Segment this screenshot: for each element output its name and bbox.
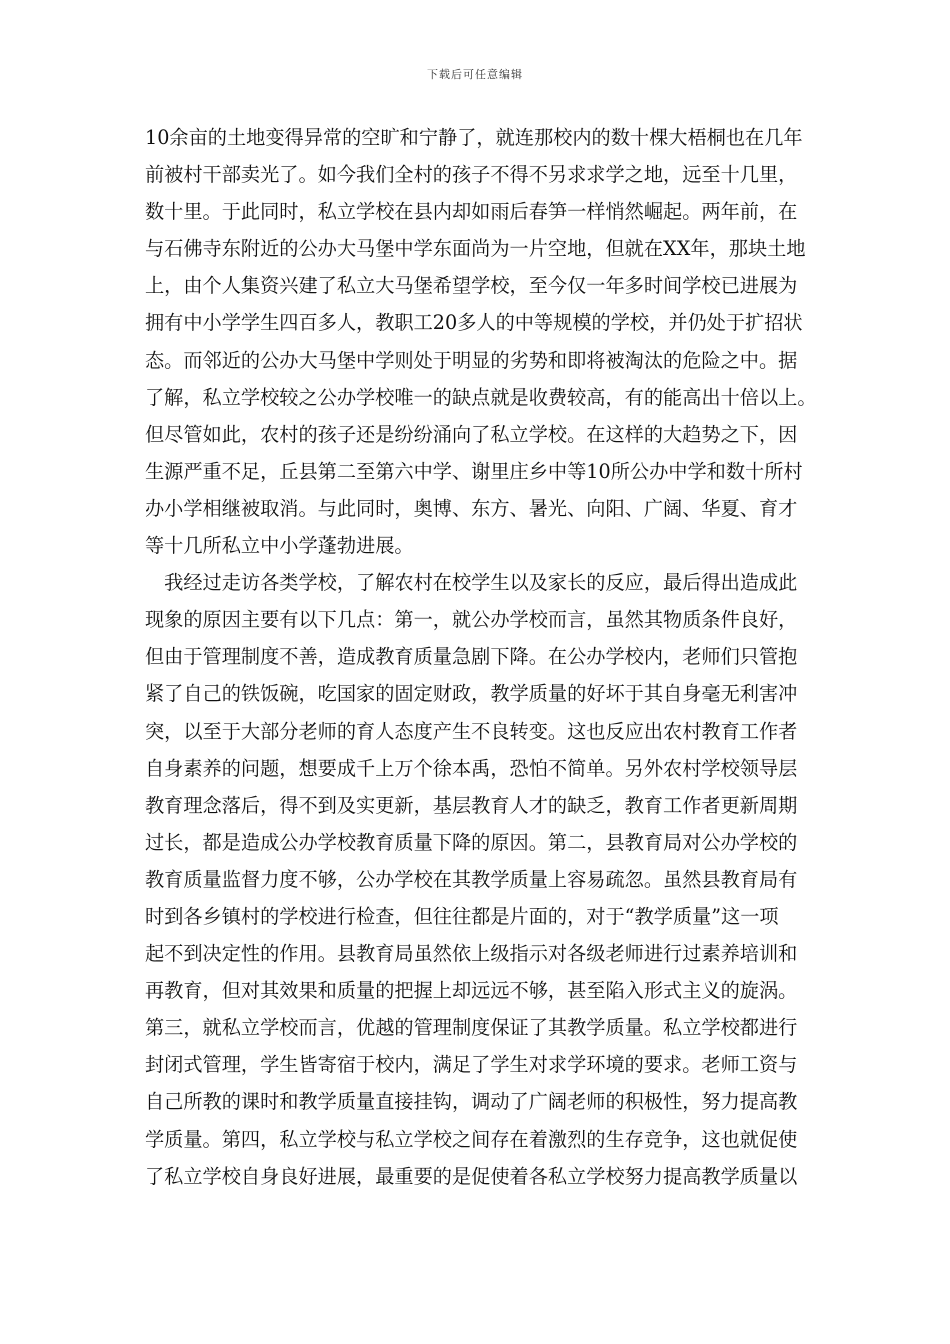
text-line: 上，由个人集资兴建了私立大马堡希望学校，至今仅一年多时间学校已进展为 bbox=[145, 274, 798, 298]
text-line: 数十里。于此同时，私立学校在县内却如雨后春笋一样悄然崛起。两年前，在 bbox=[145, 200, 798, 224]
text-line: 等十几所私立中小学蓬勃进展。 bbox=[145, 534, 414, 558]
text-line: 态。而邻近的公办大马堡中学则处于明显的劣势和即将被淘汰的危险之中。据 bbox=[145, 348, 798, 372]
text-line: 紧了自己的铁饭碗，吃国家的固定财政，教学质量的好坏于其自身毫无利害冲 bbox=[145, 682, 798, 706]
text-line: 自己所教的课时和教学质量直接挂钩，调动了广阔老师的积极性，努力提高教 bbox=[145, 1090, 798, 1114]
text-line: 学质量。第四，私立学校与私立学校之间存在着激烈的生存竞争，这也就促使 bbox=[145, 1127, 798, 1151]
text-line: 自身素养的问题，想要成千上万个徐本禹，恐怕不简单。另外农村学校领导层 bbox=[145, 756, 798, 780]
text-line: 了解，私立学校较之公办学校唯一的缺点就是收费较高，有的能高出十倍以上。 bbox=[145, 385, 817, 409]
page-header: 下载后可任意编辑 bbox=[427, 68, 523, 81]
text-line: 教育理念落后，得不到及实更新，基层教育人才的缺乏，教育工作者更新周期 bbox=[145, 793, 798, 817]
text-line: 拥有中小学学生四百多人，教职工20多人的中等规模的学校，并仍处于扩招状 bbox=[145, 311, 803, 335]
text-line: 教育质量监督力度不够，公办学校在其教学质量上容易疏忽。虽然县教育局有 bbox=[145, 867, 798, 891]
text-line: 我经过走访各类学校，了解农村在校学生以及家长的反应，最后得出造成此 bbox=[145, 571, 798, 595]
text-line: 与石佛寺东附近的公办大马堡中学东面尚为一片空地，但就在XX年，那块土地 bbox=[145, 237, 806, 261]
text-line: 现象的原因主要有以下几点：第一，就公办学校而言，虽然其物质条件良好， bbox=[145, 608, 798, 632]
body-text bbox=[145, 119, 825, 1195]
text-line: 10余亩的土地变得异常的空旷和宁静了，就连那校内的数十棵大梧桐也在几年 bbox=[145, 126, 803, 149]
text-line: 第三，就私立学校而言，优越的管理制度保证了其教学质量。私立学校都进行 bbox=[145, 1016, 798, 1040]
text-line: 但尽管如此，农村的孩子还是纷纷涌向了私立学校。在这样的大趋势之下，因 bbox=[145, 422, 798, 446]
text-line: 起不到决定性的作用。县教育局虽然依上级指示对各级老师进行过素养培训和 bbox=[145, 942, 798, 966]
text-line: 办小学相继被取消。与此同时，奥博、东方、暑光、向阳、广阔、华夏、育才 bbox=[145, 496, 798, 520]
text-line: 过长，都是造成公办学校教育质量下降的原因。第二，县教育局对公办学校的 bbox=[145, 830, 798, 854]
text-line: 前被村干部卖光了。如今我们全村的孩子不得不另求求学之地，远至十几里， bbox=[145, 163, 798, 187]
text-line: 封闭式管理，学生皆寄宿于校内，满足了学生对求学环境的要求。老师工资与 bbox=[145, 1053, 798, 1077]
text-line: 但由于管理制度不善，造成教育质量急剧下降。在公办学校内，老师们只管抱 bbox=[145, 645, 798, 669]
text-line: 时到各乡镇村的学校进行检查，但往往都是片面的，对于“教学质量”这一项 bbox=[145, 904, 779, 928]
text-line: 生源严重不足，丘县第二至第六中学、谢里庄乡中等10所公办中学和数十所村 bbox=[145, 459, 803, 483]
text-line: 了私立学校自身良好进展，最重要的是促使着各私立学校努力提高教学质量以 bbox=[145, 1164, 798, 1188]
text-line: 突，以至于大部分老师的育人态度产生不良转变。这也反应出农村教育工作者 bbox=[145, 719, 798, 743]
text-line: 再教育，但对其效果和质量的把握上却远远不够，甚至陷入形式主义的旋涡。 bbox=[145, 979, 798, 1003]
